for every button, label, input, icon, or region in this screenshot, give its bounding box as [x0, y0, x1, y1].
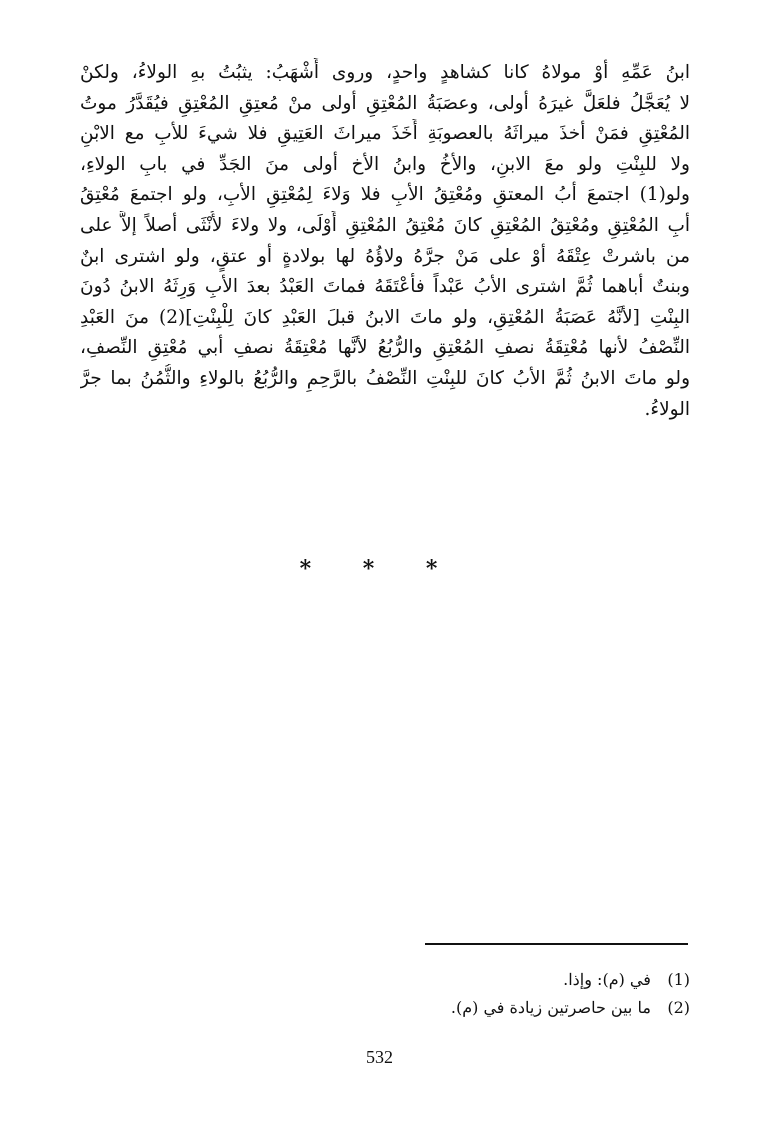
text-line: المُعْتِقِ فمَنْ أخذَ ميراثَهُ بالعصوبَةِ أَخَذَ ميراثَ العَتِيقِ فلا شيءَ للأبِ مع الابْنِ	[80, 123, 690, 145]
footnote-rule	[425, 943, 688, 945]
text-line: البِنْتِ [لأنَّهُ عَصَبَةُ المُعْتِقِ، ولو ماتَ الابنُ قبلَ العَبْدِ كانَ لِلْبِنْتِ](2) منَ العَبْدِ	[80, 306, 690, 328]
text-line: ابنُ عَمِّهِ أوْ مولاهُ كانا كشاهدٍ واحدٍ، وروى أَشْهَبُ: يثبُتُ بهِ الولاءُ، ولكنْ	[80, 62, 690, 83]
text-line: لا يُعَجَّلُ فلعَلَّ غيرَهُ أولى، وعصَبَةُ المُعْتِقِ أولى منْ مُعتِقِ المُعْتِقِ فيُقَدَّرُ موتُ	[80, 92, 690, 114]
main-text	[80, 58, 690, 425]
footnotes	[260, 966, 690, 1022]
text-line: وبنتٌ أباهما ثُمَّ اشترى الأبُ عَبْداً فأَعْتَقَهُ فماتَ العَبْدُ بعدَ الأبِ وَرِثَهُ الابنُ دُونَ	[80, 276, 690, 298]
text-line: ولو ماتَ الابنُ ثُمَّ الأبُ كانَ للبِنْتِ النِّصْفُ بالرَّحِمِ والرُّبُعُ بالولاءِ والثُّمُنُ بما جرَّ	[80, 367, 690, 389]
footnote-number: (1)	[667, 970, 690, 989]
text-line: ولو(1) اجتمعَ أبُ المعتقِ ومُعْتِقُ الأبِ فلا وَلاءَ لِمُعْتِقِ الأبِ، ولو اجتمعَ مُعْتِقُ	[80, 184, 690, 206]
text-line: من باشرتْ عِتْقَهُ أوْ على مَنْ جرَّهُ ولاؤُهُ لها بولادةٍ أو عتقٍ، ولو اشترى ابنٌ	[80, 245, 690, 267]
text-line: ولا للبِنْتِ ولو معَ الابنِ، والأخُ وابنُ الأخ أولى منَ الجَدِّ في بابِ الولاءِ،	[80, 153, 690, 175]
footnote-text: ما بين حاصرتين زيادة في (م).	[450, 998, 651, 1017]
footnote	[260, 994, 690, 1022]
section-separator: * * *	[299, 556, 460, 582]
text-line: النِّصْفُ لأنها مُعْتِقَةُ نصفِ المُعْتِقِ والرُّبُعُ لأنَّها مُعْتِقَةُ نصفِ أبي مُعْتِقِ النِّصفِ،	[80, 337, 690, 359]
footnote	[260, 966, 690, 994]
page-number: 532	[366, 1047, 393, 1067]
footnote-number: (2)	[667, 998, 690, 1017]
footnote-text: في (م): وإذا.	[563, 970, 651, 989]
text-line: أبِ المُعْتِقِ ومُعْتِقُ المُعْتِقِ كانَ مُعْتِقُ المُعْتِقِ أَوْلَى، ولا ولاءَ لأُنْثَى أصلاً إلاَّ على	[80, 214, 690, 236]
text-line: الولاءُ.	[644, 398, 690, 420]
